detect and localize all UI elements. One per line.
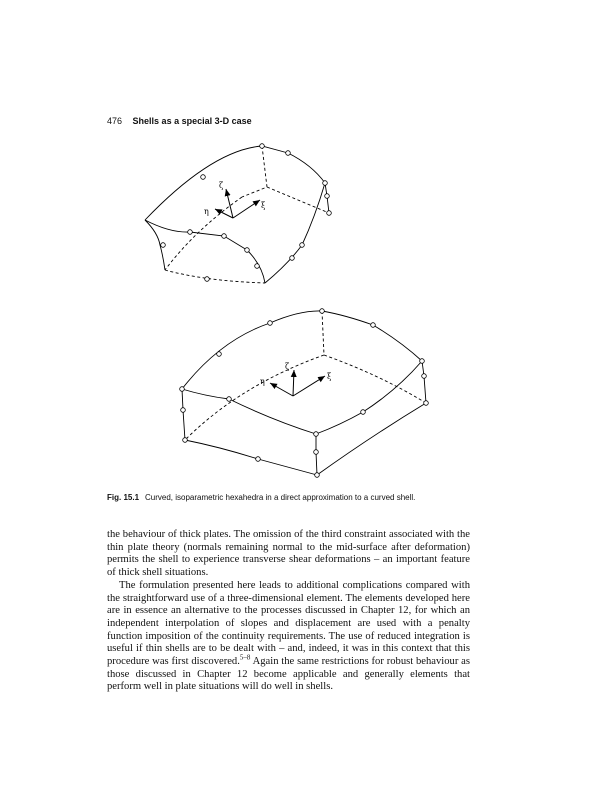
bottom-hexahedron [182,311,426,475]
running-title: Shells as a special 3-D case [132,116,252,126]
top-eta-label: η [204,207,209,216]
figure-label: Fig. 15.1 [107,493,140,502]
figure-caption [107,493,415,502]
bottom-local-axes [270,370,325,396]
reference-marker: 5–8 [239,653,251,662]
paragraph-text: The formulation presented here leads to additional complications compared with the straightforward use of a three-dimensional element. The elements developed here are in essence an alternative to the processes discussed in Chapter 12, for which an independent interpolation of slopes and displacement are used with a penalty function imposition of the continuity requirements. The use of reduced integration is useful if thin shells are to be dealt with – and, indeed, it was in this context that this procedure was first discovered. [107,579,470,668]
top-hexahedron [145,146,329,283]
top-zeta-label: ζ [219,181,224,190]
page-number: 476 [107,116,123,126]
bottom-zeta-label: ζ [285,362,290,371]
figure-caption-text: Curved, isoparametric hexahedra in a direct approximation to a curved shell. [145,493,416,502]
paragraph [107,580,470,694]
bottom-xi-label: ξ [327,372,332,381]
paragraph: the behaviour of thick plates. The omission of the third constraint associated with the thin plate theory (normals remaining normal to the mid-surface after deformation) permits the shell to experience transverse shear deformations – an important feature of thick shell situations. [107,529,470,579]
body-text [107,529,470,694]
bottom-hexahedron-nodes [180,309,429,478]
top-local-axes [215,189,260,218]
bottom-eta-label: η [260,377,265,386]
paragraph-text: Again the same restrictions for robust behaviour as those discussed in Chapter 12 become applicable and generally elements that perform well in plate situations will do well in shells. [107,656,470,693]
top-hexahedron-nodes [161,144,332,282]
top-xi-label: ξ [261,201,266,210]
